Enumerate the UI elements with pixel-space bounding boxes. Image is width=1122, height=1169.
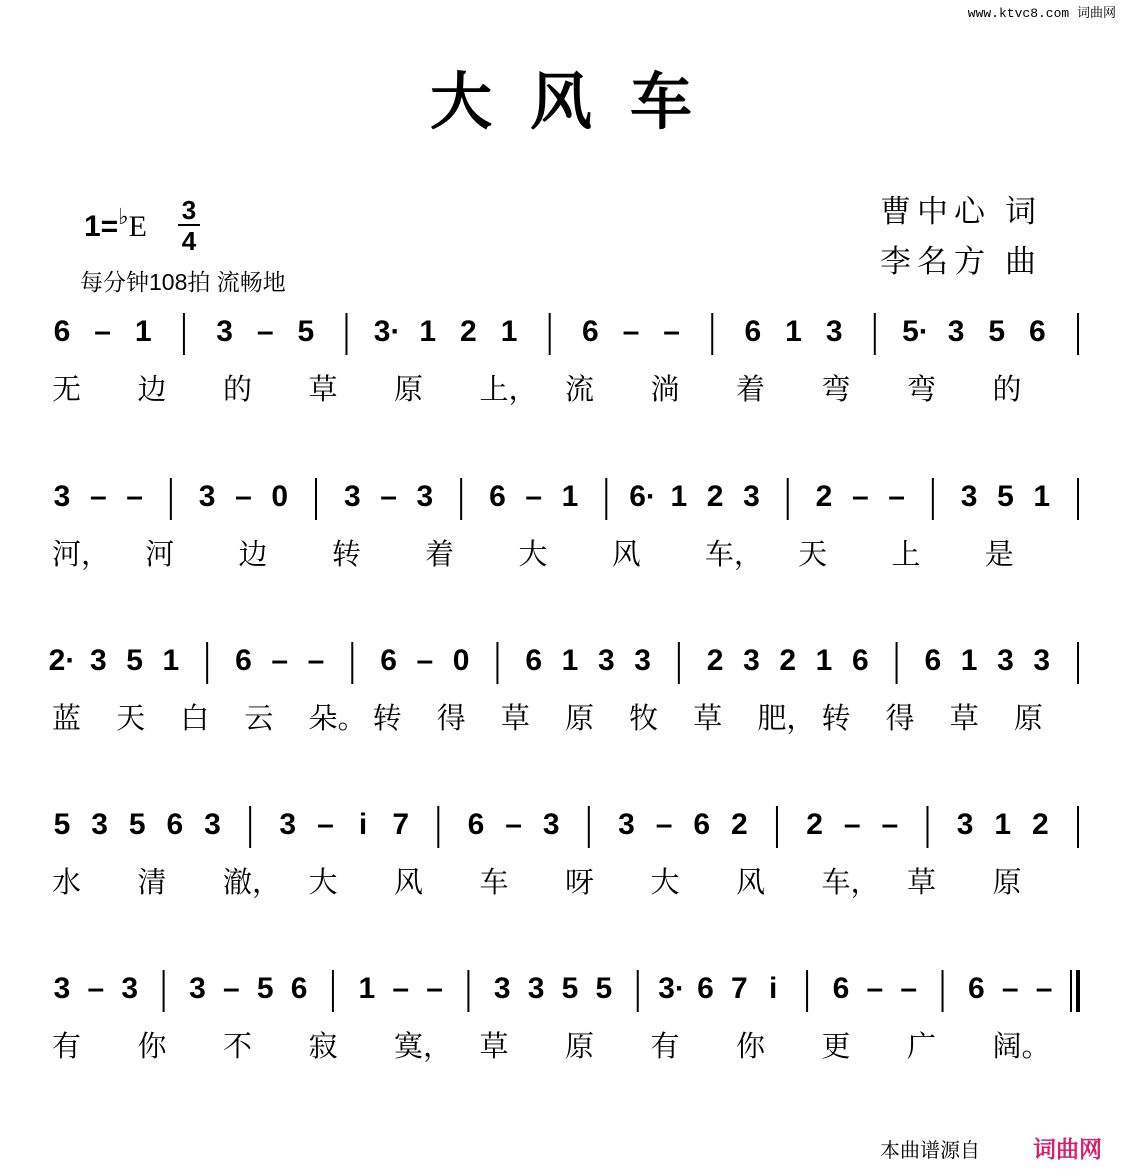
score-note: – (888, 480, 905, 513)
lyric-char: 大 (650, 865, 680, 899)
score-note: 2 (815, 480, 833, 513)
lyric-char: 车， (704, 537, 763, 571)
composer-role: 曲 (1005, 244, 1042, 280)
lyric-char: 着 (736, 372, 766, 406)
score-note: – (126, 480, 143, 513)
score-note: 6 (489, 480, 506, 513)
score-note: 1 (994, 808, 1012, 841)
lyric-char: 得 (436, 701, 466, 735)
lyric-char: 大 (518, 537, 548, 571)
score-note: 5 (256, 972, 274, 1005)
score-note: 6 (53, 315, 71, 348)
score-note: 0 (271, 480, 289, 513)
lyric-char: 转 (331, 537, 361, 571)
score-note: 5 (126, 644, 143, 677)
score-note: i (769, 972, 778, 1005)
lyric-char: 有 (52, 1029, 82, 1063)
score-note: 3 (198, 480, 216, 513)
score-note: – (317, 808, 334, 841)
lyric-char: 弯 (907, 372, 937, 406)
source-brand: 词曲网 (1033, 1137, 1102, 1163)
lyric-char: 风 (394, 865, 424, 899)
score-note: 3 (634, 644, 651, 677)
score-note: 3 (542, 808, 560, 841)
score-note: 2· (48, 644, 76, 677)
lyric-char: 着 (425, 537, 455, 571)
source-label: 本曲谱源自 (880, 1138, 980, 1162)
score-note: 2 (460, 315, 477, 348)
composer-name: 李名方 (880, 244, 991, 280)
score-note: 1 (358, 972, 376, 1005)
lyricist-role: 词 (1005, 194, 1042, 230)
lyric-char: 白 (180, 701, 210, 735)
score-note: – (881, 808, 899, 841)
score-note: 3 (527, 972, 545, 1005)
score-note: 3 (91, 808, 108, 841)
score-note: 3 (493, 972, 511, 1005)
score-note: 6 (290, 972, 308, 1005)
lyric-char: 无 (52, 372, 82, 406)
score-note: 3 (53, 972, 71, 1005)
lyric-char: 风 (736, 865, 766, 899)
score-note: 5· (902, 315, 929, 348)
score-note: 5 (988, 315, 1006, 348)
lyric-char: 大 (308, 865, 338, 899)
lyric-char: 草 (479, 1029, 509, 1063)
score-note: 5 (997, 480, 1014, 513)
lyric-char: 原 (394, 372, 424, 406)
score-note: 3 (597, 644, 615, 677)
time-signature-bottom: 4 (181, 226, 197, 256)
flat-sign: ♭ (118, 204, 129, 229)
score-note: – (622, 315, 640, 348)
score-note: 7 (392, 808, 410, 841)
score-note: 2 (779, 644, 797, 677)
score-note: 0 (452, 644, 470, 677)
lyric-char: 云 (244, 701, 274, 735)
lyric-char: 草 (693, 701, 723, 735)
lyric-char: 边 (137, 372, 167, 406)
score-note: 3 (618, 808, 635, 841)
score-note: 3 (743, 480, 760, 513)
score-note: 3· (373, 315, 401, 348)
lyric-char: 草 (949, 701, 979, 735)
lyric-char: 边 (238, 537, 268, 571)
lyric-char: 流 (565, 372, 595, 406)
lyric-char: 是 (984, 537, 1014, 571)
score-note: – (426, 972, 443, 1005)
lyric-char: 风 (611, 537, 641, 571)
score-note: 6 (744, 315, 762, 348)
score-note: 6 (467, 808, 485, 841)
score-note: 5 (128, 808, 146, 841)
score-note: 6 (525, 644, 543, 677)
score-note: 1 (500, 315, 518, 348)
score-note: 6 (380, 644, 397, 677)
lyric-char: 原 (565, 701, 595, 735)
score-note: 6 (1029, 315, 1046, 348)
score-note: – (271, 644, 289, 677)
score-note: 3 (343, 480, 361, 513)
score-note: 3 (53, 480, 71, 513)
lyric-char: 原 (565, 1029, 595, 1063)
score-note: 3 (204, 808, 221, 841)
score-note: – (1035, 972, 1053, 1005)
lyric-char: 朵。 (308, 701, 367, 735)
lyric-char: 有 (650, 1029, 680, 1063)
lyric-char: 水 (52, 865, 82, 899)
score-note: 6 (968, 972, 985, 1005)
score-note: 3 (956, 808, 974, 841)
lyric-char: 的 (992, 372, 1022, 406)
lyric-char: 广 (907, 1029, 937, 1063)
score-note: 6 (832, 972, 850, 1005)
lyric-char: 阔。 (992, 1029, 1051, 1063)
lyric-char: 清 (137, 865, 167, 899)
score-note: 3 (121, 972, 139, 1005)
score-note: 6 (851, 644, 869, 677)
score-note: – (89, 480, 107, 513)
lyric-char: 草 (500, 701, 530, 735)
score-note: – (900, 972, 918, 1005)
score-note: – (525, 480, 543, 513)
lyric-char: 草 (308, 372, 338, 406)
score-note: – (1001, 972, 1019, 1005)
lyric-char: 澈， (223, 865, 282, 899)
score-note: 5 (595, 972, 613, 1005)
score-note: 3 (825, 315, 843, 348)
lyric-char: 蓝 (52, 701, 82, 735)
lyric-char: 牧 (629, 701, 659, 735)
lyric-char: 你 (137, 1029, 167, 1063)
lyric-char: 天 (116, 701, 146, 735)
score-note: – (843, 808, 861, 841)
site-watermark: www.ktvc8.com 词曲网 (967, 6, 1116, 21)
score-note: 7 (730, 972, 748, 1005)
score-note: 1 (162, 644, 180, 677)
score-note: – (416, 644, 434, 677)
score-note: – (866, 972, 884, 1005)
lyric-char: 寂 (308, 1029, 338, 1063)
lyric-char: 淌 (650, 372, 680, 406)
score-note: – (94, 315, 111, 348)
lyric-char: 原 (1013, 701, 1043, 735)
score-note: 6· (629, 480, 656, 513)
score-note: 6 (697, 972, 714, 1005)
score-note: 1 (670, 480, 688, 513)
lyric-char: 转 (821, 701, 851, 735)
lyricist-name: 曹中心 (880, 194, 991, 230)
score-note: 3 (189, 972, 206, 1005)
score-note: 6 (581, 315, 599, 348)
lyric-char: 上 (891, 537, 921, 571)
lyric-char: 得 (885, 701, 915, 735)
score-note: 2 (1032, 808, 1049, 841)
score-note: – (87, 972, 105, 1005)
score-note: 3 (947, 315, 965, 348)
score-note: – (380, 480, 397, 513)
lyric-char: 转 (372, 701, 402, 735)
score-note: – (851, 480, 869, 513)
score-note: – (222, 972, 240, 1005)
score-note: 5 (53, 808, 71, 841)
lyric-char: 你 (736, 1029, 766, 1063)
score-note: – (505, 808, 522, 841)
score-note: 2 (730, 808, 748, 841)
lyric-char: 寞， (394, 1029, 453, 1063)
score-note: 3 (416, 480, 434, 513)
score-note: 6 (693, 808, 711, 841)
lyric-char: 天 (798, 537, 828, 571)
score-note: 1 (815, 644, 833, 677)
song-title: 大风车 (429, 65, 730, 138)
lyric-char: 车， (821, 865, 880, 899)
score-note: 3· (658, 972, 685, 1005)
lyric-char: 原 (992, 865, 1022, 899)
score-note: – (392, 972, 410, 1005)
score-note: 1 (134, 315, 152, 348)
score-note: 3 (1033, 644, 1051, 677)
score-note: 5 (561, 972, 579, 1005)
lyric-char: 车 (479, 865, 509, 899)
lyric-char: 的 (223, 372, 253, 406)
lyric-char: 呀 (565, 865, 595, 899)
score-note: 3 (743, 644, 760, 677)
lyric-char: 更 (821, 1029, 851, 1063)
score-note: 3 (960, 480, 978, 513)
score-note: 1 (960, 644, 978, 677)
score-note: 1 (561, 480, 579, 513)
lyric-char: 河， (52, 537, 111, 571)
score-note: 6 (235, 644, 252, 677)
score-note: – (663, 315, 680, 348)
score-note: 2 (806, 808, 823, 841)
score-note: – (307, 644, 325, 677)
score-note: 6 (924, 644, 942, 677)
score-note: 1 (561, 644, 579, 677)
score-note: 3 (997, 644, 1014, 677)
score-note: 2 (706, 480, 724, 513)
lyric-char: 肥， (757, 701, 816, 735)
score-note: – (235, 480, 252, 513)
score-note: 1 (785, 315, 802, 348)
lyric-char: 弯 (821, 372, 851, 406)
score-note: i (358, 808, 368, 841)
lyric-char: 草 (907, 865, 937, 899)
tempo-marking: 每分钟108拍 流畅地 (80, 269, 286, 295)
score-note: 3 (216, 315, 233, 348)
key-prefix: 1= (84, 210, 119, 243)
score-note: – (655, 808, 673, 841)
score-note: 1 (1033, 480, 1051, 513)
score-note: 1 (419, 315, 437, 348)
time-signature-top: 3 (181, 195, 197, 225)
lyric-char: 河 (145, 537, 175, 571)
score-note: 3 (279, 808, 297, 841)
score-note: 2 (706, 644, 724, 677)
score-note: – (256, 315, 274, 348)
lyric-char: 不 (223, 1029, 253, 1063)
score-note: 6 (166, 808, 184, 841)
score-note: 3 (89, 644, 107, 677)
score-note: 5 (297, 315, 315, 348)
lyric-char: 上， (479, 372, 538, 406)
key-note: E (128, 210, 147, 243)
